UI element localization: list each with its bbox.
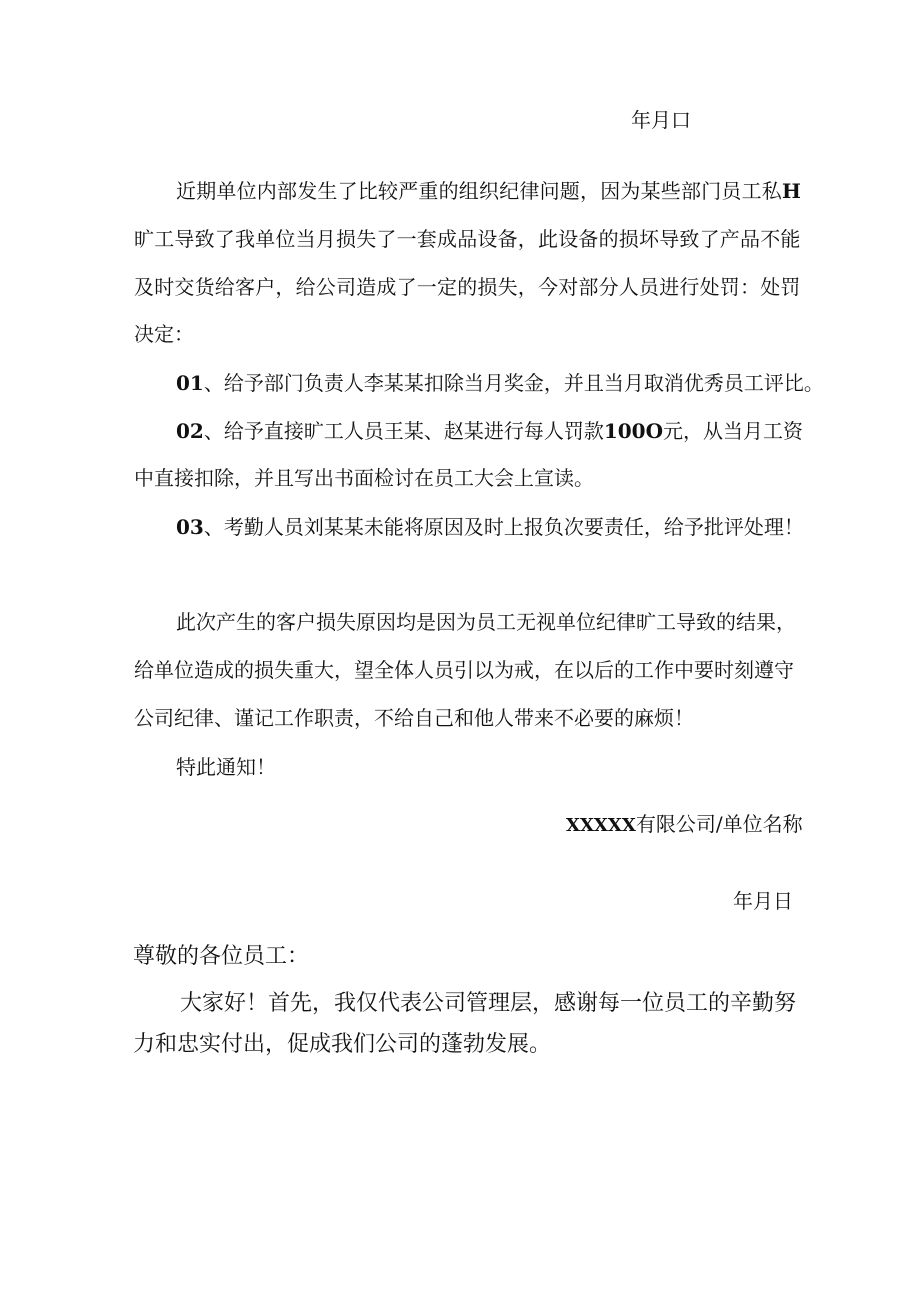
penalty-item-2 xyxy=(176,421,803,441)
intro-paragraph-line-4: 决定： xyxy=(134,322,194,346)
letter-salutation: 尊敬的各位员工： xyxy=(133,944,310,969)
closing-remark: 特此通知！ xyxy=(176,755,276,779)
header-date: 年月口 xyxy=(631,108,691,132)
penalty-item-2-line-2: 中直接扣除，并且写出书面检讨在员工大会上宣读。 xyxy=(134,466,594,490)
company-prefix: XXXXX xyxy=(566,815,636,836)
company-signature xyxy=(566,814,803,835)
item-1-number: 01 xyxy=(176,371,204,395)
item-2-amount: 100O xyxy=(603,419,664,443)
item-2-text-b: 元，从当月工资 xyxy=(663,419,804,443)
intro-line-1-text: 近期单位内部发生了比较严重的组织纪律问题，因为某些部门员工私 xyxy=(176,179,782,203)
letter-body-line-1: 大家好！首先，我仅代表公司管理层，感谢每一位员工的辛勤努 xyxy=(180,991,797,1016)
item-3-text: 、考勤人员刘某某未能将原因及时上报负次要责任，给予批评处理！ xyxy=(203,515,804,539)
conclusion-line-1: 此次产生的客户损失原因均是因为员工无视单位纪律旷工导致的结果， xyxy=(176,610,796,634)
intro-line-1-tail: H xyxy=(782,179,802,203)
intro-paragraph-line-3: 及时交货给客户，给公司造成了一定的损失，今对部分人员进行处罚：处罚 xyxy=(134,275,801,299)
conclusion-line-2: 给单位造成的损失重大，望全体人员引以为戒，在以后的工作中要时刻遵守 xyxy=(134,658,794,682)
item-2-number: 02 xyxy=(176,419,204,443)
letter-body-line-2: 力和忠实付出，促成我们公司的蓬勃发展。 xyxy=(133,1032,552,1057)
penalty-item-1 xyxy=(176,373,824,393)
company-suffix: 有限公司/单位名称 xyxy=(635,812,803,836)
item-3-number: 03 xyxy=(176,515,204,539)
item-1-text: 、给予部门负责人李某某扣除当月奖金，并且当月取消优秀员工评比。 xyxy=(203,371,824,395)
intro-paragraph-line-1 xyxy=(176,181,801,201)
penalty-item-3 xyxy=(176,517,804,537)
footer-date: 年月日 xyxy=(733,889,793,913)
conclusion-line-3: 公司纪律、谨记工作职责，不给自己和他人带来不必要的麻烦！ xyxy=(134,706,694,730)
item-2-text-a: 、给予直接旷工人员王某、赵某进行每人罚款 xyxy=(203,419,604,443)
intro-paragraph-line-2: 旷工导致了我单位当月损失了一套成品设备，此设备的损坏导致了产品不能 xyxy=(134,227,801,251)
